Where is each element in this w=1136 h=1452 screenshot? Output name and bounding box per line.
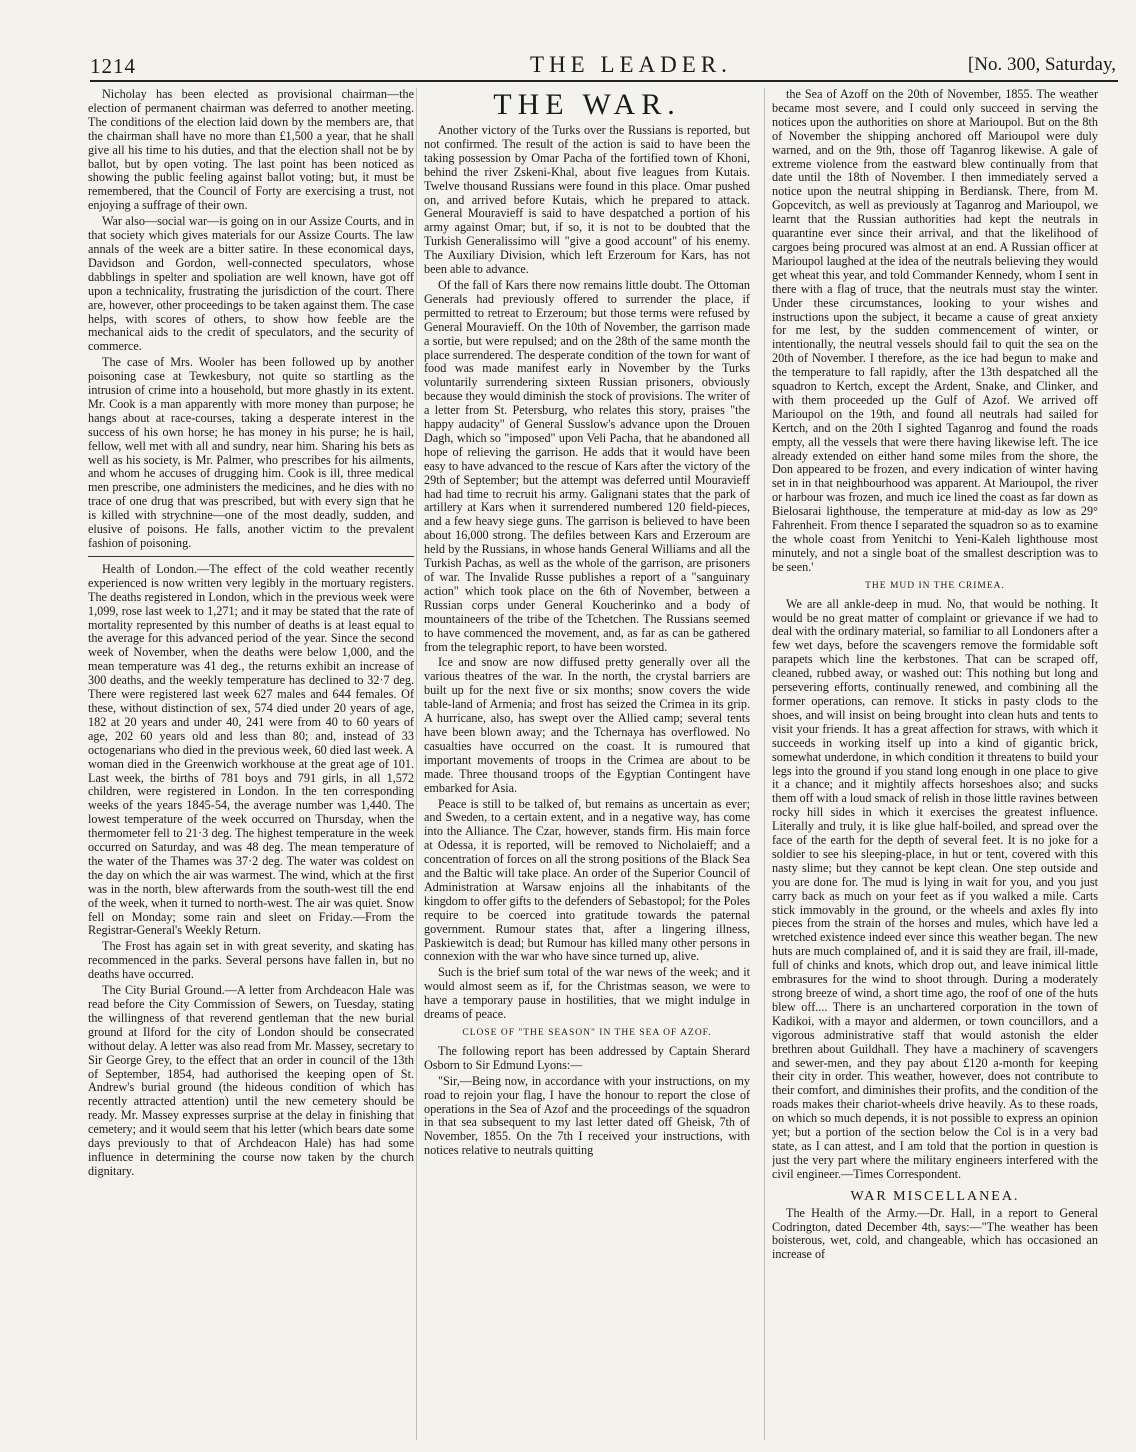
paragraph-war-summary: Such is the brief sum total of the war news of the week; and it would almost seem as if, for the Christmas season, we were to have a temporary pause in hostilities, that we might indulge in dreams of peace.	[424, 965, 750, 1022]
paragraph-poisoning: The case of Mrs. Wooler has been followed up by another poisoning case at Tewkesbury, not quite so startling as the intrusion of crime into a household, but more ghastly in its extent. Mr. Cook is a man apparently with more money than purpose; he hangs about at race-courses, taking a desperate interest in the success of his own horse; he has money in his purse; he is hail, fellow, well met with all and sundry, near him. Sharing his bets as well as his society, is Mr. Palmer, who prescribes for his ailments, and whom he accuses of drugging him. Cook is ill, three medical men prescribe, one administers the medicines, and he dies with no trace of one drug that was prescribed, but with every sign that he is killed with strychnine—one of the most deadly, sudden, and elusive of poisons. He falls, another victim to the prevalent fashion of poisoning.	[88, 355, 414, 550]
paragraph-peace: Peace is still to be talked of, but remains as uncertain as ever; and Sweden, to a certain extent, and in a negative way, has come into the Alliance. The Czar, however, stands firm. His main force at Odessa, it is reported, will be removed to Nicholaieff; and a concentration of forces on all the strong positions of the Black Sea and the Baltic will take place. An order of the Superior Council of Administration at Warsaw enjoins all the inhabitants of the kingdom to offer gifts to the defenders of Sebastopol; for the Poles require to be coerced into gratitude towards the paternal government. Rumour states that, after a lingering illness, Paskiewitch is dead; but Rumour has killed many other persons in connexion with the war who have since turned up, alive.	[424, 796, 750, 964]
paragraph-report-intro: The following report has been addressed by Captain Sherard Osborn to Sir Edmund Lyons:—	[424, 1043, 750, 1072]
column-divider-1	[416, 88, 417, 1440]
war-section-title: THE WAR.	[493, 88, 681, 121]
issue-number: [No. 300, Saturday,	[967, 54, 1116, 75]
column-2	[424, 88, 750, 1440]
paragraph-turkish-victory: Another victory of the Turks over the Russians is reported, but not confirmed. The result of the action is said to have been the taking possession by Omar Pacha of the fortified town of Khoni, behind the river Zskeni-Khal, about five leagues from Kutais. Twelve thousand Russians were found in this place. Omar pushed on, and arrived before Kutais, which he prepared to attack. General Mouravieff is said to have despatched a portion of his army against Omar; but, if so, it is not to be doubted that the Turkish Generalissimo will "give a good account" of his enemy. The Auxiliary Division, which left Erzeroum for Kars, has not been able to advance.	[424, 123, 750, 277]
column-divider-2	[764, 88, 765, 1440]
section-divider	[88, 556, 414, 557]
paragraph-frost: The Frost has again set in with great severity, and skating has recommenced in the parks. Several persons have fallen in, but no deaths have occurred.	[88, 939, 414, 982]
header-rule	[90, 80, 1118, 82]
column-1	[88, 88, 414, 1440]
subhead-mud-in-crimea: THE MUD IN THE CRIMEA.	[865, 580, 1005, 591]
paragraph-health-of-london: Health of London.—The effect of the cold weather recently experienced is now written very legibly in the mortuary registers. The deaths registered in London, which in the previous week were 1,099, rose last week to 1,271; and it may be stated that the rate of mortality represented by this number of deaths is at least equal to the average for this advanced period of the year. Since the second week of November, when the deaths were below 1,000, and the mean temperature was 41 deg., the returns exhibit an increase of 300 deaths, and the weekly temperature has declined to 32·7 deg. There were registered last week 627 males and 644 females. Of these, without distinction of sex, 574 died under 20 years of age, 182 at 20 years and under 40, 241 were from 40 to 60 years of age, 202 60 years old and less than 80; and, instead of 33 octogenarians who died in the previous week, 60 died last week. A woman died in the Greenwich workhouse at the great age of 101. Last week, the births of 781 boys and 791 girls, in all 1,572 children, were registered in London. In the ten corresponding weeks of the years 1845-54, the average number was 1,440. The lowest temperature of the week occurred on Thursday, when the thermometer fell to 21·3 deg. The highest temperature in the week occurred on Saturday, and was 48 deg. The mean temperature of the water of the Thames was 37·2 deg. The water was coldest on the day on which the air was warmest. The wind, which at the first was in the north, blew afterwards from the south-west till the end of the week, when it turned to north-west. The air was quiet. Snow fell on Monday; some rain and sleet on Friday.—From the Registrar-General's Weekly Return.	[88, 561, 414, 938]
war-miscellanea-heading: WAR MISCELLANEA.	[850, 1188, 1020, 1204]
paragraph-fall-of-kars: Of the fall of Kars there now remains little doubt. The Ottoman Generals had previously offered to surrender the place, if permitted to retreat to Erzeroum; but those terms were refused by General Mouravieff. On the 10th of November, the garrison made a sortie, but were repulsed; and on the 28th of the same month the place surrendered. The desperate condition of the town for want of food was made manifest early in November by the Turks voluntarily surrendering sixteen Russian prisoners, obviously because they would diminish the stock of provisions. The writer of a letter from St. Petersburg, who relates this story, praises "the happy audacity" of General Susslow's advance upon the Drouen Dagh, which so "imposed" upon Veli Pacha, that he abandoned all hope of relieving the garrison. He adds that it would have been easy to have advanced to the rescue of Kars after the victory of the 29th of September; but the attempt was deferred until Mouravieff had had time to recruit his army. Galignani states that the park of artillery at Kars when it surrendered numbered 120 field-pieces, and a few heavy siege guns. The garrison is believed to have been about 16,000 strong. The defiles between Kars and Erzeroum are held by the Russians, in whose hands General Williams and all the Turkish Pachas, as well as the whole of the garrison, are prisoners of war. The Invalide Russe publishes a report of a "sanguinary action" which took place on the 6th of November, between a Russian corps under General Koucherinko and a body of mountaineers of the tribe of the Tchetchen. The Russians seemed to have commenced the movement, and, as far as can be gathered from the telegraphic report, to have been worsted.	[424, 277, 750, 654]
subhead-sea-of-azof: CLOSE OF "THE SEASON" IN THE SEA OF AZOF.	[462, 1028, 712, 1038]
paragraph-ice-and-snow: Ice and snow are now diffused pretty generally over all the various theatres of the war. In the north, the crystal barriers are built up for the next five or six months; snow covers the wide table-land of Armenia; and frost has seized the Crimea in its grip. A hurricane, also, has swept over the Allied camp; several tents have been blown away; and the Tchernaya has overflowed. No casualties have occurred on the coast. It is rumoured that important movements of troops in the Crimea are about to be made. Three thousand troops of the Egyptian Contingent have embarked for Asia.	[424, 655, 750, 795]
paragraph-city-burial-ground: The City Burial Ground.—A letter from Archdeacon Hale was read before the City Commission of Sewers, on Tuesday, stating the willingness of that reverend gentleman that the new burial ground at Ilford for the city of London should be consecrated without delay. A letter was also read from Mr. Massey, secretary to Sir George Grey, to the effect that an order in council of the 13th of September, 1854, had authorised the keeping open of St. Andrew's burial ground (the hideous condition of which has recently attracted attention) until the new cemetery should be ready. Mr. Massey expresses surprise at the delay in finishing that cemetery; and it would seem that his letter (which bears date some days previously to that of Archdeacon Hale) has had some influence in determining the course now taken by the church dignitary.	[88, 983, 414, 1178]
paragraph-social-war: War also—social war—is going on in our Assize Courts, and in that society which gives materials for our Assize Courts. The law annals of the week are a bitter satire. In these economical days, Davidson and Gordon, well-connected speculators, whose dabblings in spelter and spoliation are well known, have got off upon a technicality, frustrating the jurisdiction of the court. There are, however, other proceedings to be taken against them. The case helps, with scores of others, to show how feeble are the mechanical aids to the credit of speculators, and the security of commerce.	[88, 214, 414, 354]
masthead: THE LEADER.	[530, 52, 732, 77]
paragraph-nicholay: Nicholay has been elected as provisional chairman—the election of permanent chairman was deferred to another meeting. The conditions of the election laid down by the members are, that the chairman shall have no more than £1,500 a year, that he shall give all his time to his duties, and that the election shall not be by ballot, but by open voting. The last point has been noticed as showing the public feeling against ballot voting; but, it must be remembered, that the Council of Forty are exercising a trust, not enjoying a suffrage of their own.	[88, 88, 414, 213]
page-number: 1214	[90, 54, 136, 78]
paragraph-health-of-army: The Health of the Army.—Dr. Hall, in a report to General Codrington, dated December 4th, says:—"The weather has been boisterous, wet, cold, and changeable, which has occasioned an increase of	[772, 1205, 1098, 1262]
paragraph-osborn-report: "Sir,—Being now, in accordance with your instructions, on my road to rejoin your flag, I have the honour to report the close of operations in the Sea of Azof and the proceedings of the squadron in that sea subsequent to my last letter dated off Gheisk, 7th of November, 1855. On the 7th I received your instructions, with notices relative to neutrals quitting	[424, 1073, 750, 1158]
paragraph-osborn-report-continued: the Sea of Azoff on the 20th of November, 1855. The weather became most severe, and I could only succeed in serving the notices upon the authorities on shore at Marioupol. But on the 8th of November the shipping anchored off Marioupol were duly warned, and on the 9th, those off Taganrog likewise. A gale of extreme violence from the eastward blew continually from that date until the 18th of November. I then immediately served a notice upon the neutral shipping in Berdiansk. There, from M. Gopcevitch, as well as previously at Taganrog and Marioupol, we learnt that the Russian authorities had kept the neutrals in quarantine ever since their arrival, and that the likelihood of cargoes being procured was almost at an end. A Russian officer at Marioupol laughed at the idea of the neutrals believing they would get wheat this year, and told Commander Kennedy, whom I sent in there with a flag of truce, that the neutrals must stay the winter. Under these circumstances, looking to your wishes and instructions upon the subject, it became a cause of great anxiety for me lest, by the sudden commencement of winter, or intentionally, the neutral vessels should fail to quit the sea on the 20th of November. I therefore, as the ice had begun to make and the temperature to fall rapidly, after the 13th despatched all the squadron to Kertch, except the Ardent, Snake, and Clinker, and with them proceeded up the Gulf of Azof. We arrived off Marioupol on the 19th, and found all neutrals had sailed for Kertch, and on the 20th I sighted Taganrog and found the roads empty, all the vessels that were there having likewise left. The ice already extended on either hand some miles from the shore, the Don appeared to be frozen, and every indication of winter having set in in that neighbourhood was apparent. At Marioupol, the river or harbour was frozen, and much ice lined the coast as far down as Bielosarai lighthouse, the temperature at mid-day as low as 29° Fahrenheit. From thence I separated the squadron so as to examine the whole coast from Yenitchi to Yeni-Kaleh lighthouse most minutely, and not a single boat of the smallest description was to be seen.'	[772, 88, 1098, 574]
paragraph-mud: We are all ankle-deep in mud. No, that would be nothing. It would be no great matter of complaint or grievance if we had to deal with the ordinary material, so familiar to all Londoners after a few wet days, before the scavengers remove the formidable soft parapets which line the kerbstones. That can be scraped off, cleaned, rubbed away, or washed out: This nothing but long and persevering efforts, continually renewed, and combining all the former operations, can remove. It sticks in pasty clods to the shoes, and will insist on being brought into clean huts and tents to visit your friends. It has a great affection for straws, with which it succeeds in working itself up into a kind of gigantic brick, somewhat underdone, in which condition it threatens to build your legs into the ground if you stand long enough in one place to give it a chance; and it mightily affects horseshoes also; and sucks them off with a loud smack of relish in those little ravines between rocky hill sides in which it exercises the greatest influence. Literally and truly, it is like glue half-boiled, and spread over the face of the earth for the depth of several feet. It is no joke for a soldier to see his sleeping-place, in hut or tent, covered with this nasty slime; but they cannot be kept clean. One step outside and you are done for. The mud is lying in wait for you, and you just carry back as much on your feet as if you walked a mile. Carts stick immovably in the ground, or the wheels and axles fly into pieces from the strain of the horses and mules, which have led a wretched existence indeed ever since this weather began. The new huts are much complained of, and it is said they are frail, ill-made, full of chinks and knots, which drop out, and leave inimical little embrasures for the wind to shoot through. During a moderately strong breeze of wind, a short time ago, the roof of one of the huts blew off.... There is an unchartered corporation in the town of Kadikoi, with a mayor and aldermen, or town councillors, and a vigorous administrative staff that would astonish the elder brethren about Guildhall. They have a machinery of scavengers and sewer-men, and they pay about £120 a-month for keeping their city in order. This weather, however, does not contribute to their comfort, and diminishes their profits, and the condition of the roads makes their chariot-wheels drive heavily. As to these roads, on which so much depends, it is not possible to express an opinion yet; but a portion of the section below the Col is in a very bad state, as I can attest, and I am told that the portion in question is just the very part where the military engineers interfered with the civil engineer.—Times Correspondent.	[772, 596, 1098, 1181]
page-header	[90, 52, 1116, 82]
column-3	[772, 88, 1098, 1440]
